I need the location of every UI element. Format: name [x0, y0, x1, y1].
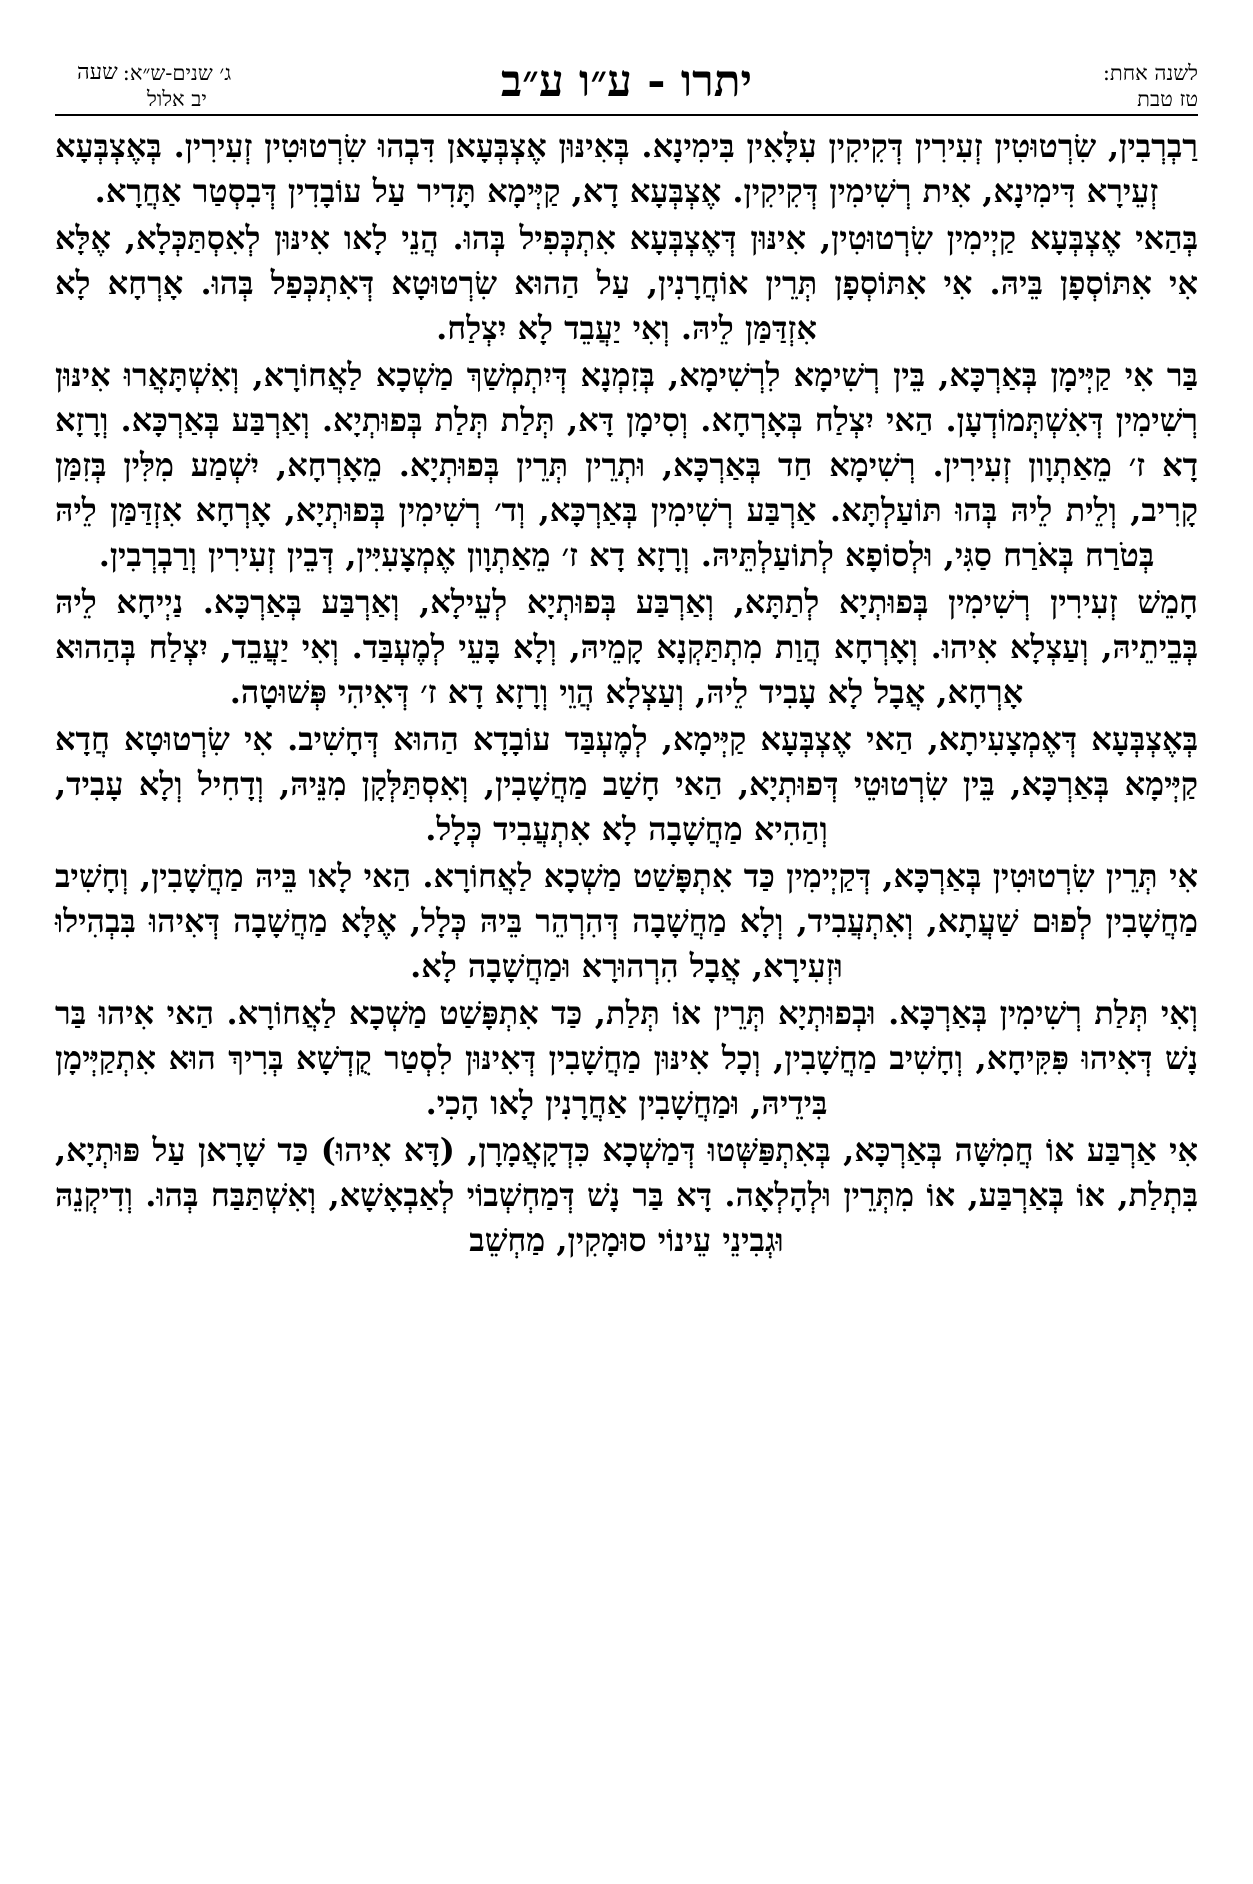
- one-year-label: לשנה אחת:: [1102, 61, 1198, 85]
- page-header: [55, 52, 1198, 112]
- three-year-col: [123, 60, 231, 112]
- one-year-date: טז טבת: [1137, 87, 1198, 111]
- paragraph: אִי תְּרֵין שִׂרְטוּטִין בְּאַרְכָּא, דְּקַיְימִין כַּד אִתְפָּשַׁט מַשְׁכָא לַאֲחוֹרָא. הַאי לָאו בֵּיהּ מַחֲשָׁבִין, וְחָשִׁיב מַחֲשָׁבִין לְפוּם שַׁעֲתָא, וְאִתְעֲבִיד, וְלָא מַחֲשָׁבָה דְּהִרְהֵר בֵּיהּ כְּלָל, אֶלָּא מַחֲשָׁבָה דְּאִיהוּ בִּבְהִילוּ וּזְעִירָא, אֲבָל הִרְהוּרָא וּמַחֲשָׁבָה לָא.: [55, 857, 1198, 985]
- page-title: יתרו - ע״ו ע״ב: [500, 56, 753, 107]
- header-divider: [55, 114, 1198, 116]
- paragraph: בַּר אִי קַיְּימָן בְּאַרְכָּא, בֵּין רְשִׁימָא לִרְשִׁימָא, בְּזִמְנָא דְּיִתְמְשַׁךְ מַשְׁכָא לַאֲחוֹרָא, וְאִשְׁתָּאֲרוּ אִינּוּן רְשִׁימִין דְּאִשְׁתְּמוֹדְעָן. הַאי יִצְלַח בְּאָרְחָא. וְסִימָן דָּא, תְּלַת תְּלַת בְּפוּתְיָא. וְאַרְבַּע בְּאַרְכָּא. וְרָזָא דָא ז׳ מֵאַתְוָון זְעִירִין. רְשִׁימָא חַד בְּאַרְכָּא, וּתְרֵין תְּרֵין בְּפוּתְיָא. מֵאָרְחָא, יִשְׁמַע מִלִּין בְּזִמַּן קָרִיב, וְלֵית לֵיהּ בְּהוּ תּוֹעַלְתָּא. אַרְבַּע רְשִׁימִין בְּאַרְכָּא, וְד׳ רְשִׁימִין בְּפוּתְיָא, אָרְחָא אִזְדַּמַּן לֵיהּ בְּטֹרַח בְּאֹרַח סַגִּי, וּלְסוֹפָא לְתוֹעַלְתֵּיהּ. וְרָזָא דָא ז׳ מֵאַתְוָון אֶמְצָעִיִּין, דְּבֵין זְעִירִין וְרַבְרְבִין.: [55, 356, 1198, 574]
- three-year-label: ג׳ שנים-ש״א:: [122, 61, 232, 85]
- text-body: [55, 124, 1198, 1263]
- three-year-date: יב אלול: [147, 87, 207, 111]
- hour-label: שעה: [77, 60, 118, 85]
- paragraph: חָמֵשׁ זְעִירִין רְשִׁימִין בְּפוּתְיָא לְתַתָּא, וְאַרְבַּע בְּפוּתְיָא לְעֵילָא, וְאַרְבַּע בְּאַרְכָּא. נַיְיחָא לֵיהּ בְּבֵיתֵיהּ, וְעַצְלָא אִיהוּ. וְאָרְחָא הֲוַת מִתְתַּקְנָא קָמֵיהּ, וְלָא בָּעֵי לְמֶעְבַּד. וְאִי יַעֲבֵד, יִצְלַח בְּהַהוּא אָרְחָא, אֲבָל לָא עָבִיד לֵיהּ, וְעַצְלָא הֲוֵי וְרָזָא דָא ז׳ דְּאִיהִי פְּשׁוּטָה.: [55, 583, 1199, 711]
- paragraph: בְּהַאי אֶצְבְּעָא קַיְימִין שִׂרְטוּטִין, אִינּוּן דְּאֶצְבְּעָא אִתְכְּפִיל בְּהוּ. הֲנֵי לָאו אִינּוּן לְאִסְתַּכְּלָא, אֶלָּא אִי אִתּוֹסְפָן בֵּיהּ. אִי אִתּוֹסְפָן תְּרֵין אוֹחֲרָנִין, עַל הַהוּא שִׂרְטוּטָא דְּאִתְכְּפַל בְּהוּ. אָרְחָא לָא אִזְדַּמַּן לֵיהּ. וְאִי יַעֲבֵד לָא יִצְלַח.: [55, 219, 1198, 347]
- three-year-schedule: [55, 60, 231, 112]
- paragraph: אִי אַרְבַּע אוֹ חֲמִשָּׁה בְּאַרְכָּא, בְּאִתְפַּשְּׁטוּ דְּמַשְׁכָא כִּדְקָאֲמָרָן, (דָּא אִיהוּ) כַּד שָׁרָאן עַל פּוּתְיָא, בִּתְלַת, אוֹ בְּאַרְבַּע, אוֹ מִתְּרֵין וּלְהָלְאָה. דָּא בַּר נָשׁ דְּמַחְשְׁבוֹי לְאַבְאָשָׁא, וְאִשְׁתַּבַּח בְּהוּ. וְדִיקְנֵהּ וּגְבִינֵי עֵינוֹי סוּמָקִין, מַחְשֵׁב: [55, 1131, 1199, 1259]
- paragraph: וְאִי תְּלַת רְשִׁימִין בְּאַרְכָּא. וּבְפוּתְיָא תְּרֵין אוֹ תְּלַת, כַּד אִתְפָּשַׁט מַשְׁכָא לַאֲחוֹרָא. הַאי אִיהוּ בַּר נָשׁ דְּאִיהוּ פִּקִּיחָא, וְחָשִׁיב מַחֲשָׁבִין, וְכָל אִינּוּן מַחֲשָׁבִין דְּאִינּוּן לִסְטַר קֻדְשָׁא בְּרִיךְ הוּא אִתְקַיְּימָן בִּידֵיהּ, וּמַחֲשָׁבִין אַחֲרָנִין לָאו הָכִי.: [55, 994, 1198, 1122]
- paragraph: בְּאֶצְבְּעָא דְּאֶמְצָעִיתָא, הַאי אֶצְבְּעָא קַיְּימָא, לְמֶעְבַּד עוֹבָדָא הַהוּא דְּחָשִׁיב. אִי שִׂרְטוּטָא חֲדָא קַיְּימָא בְּאַרְכָּא, בֵּין שִׂרְטוּטֵי דְּפוּתְיָא, הַאי חָשַׁב מַחֲשָׁבִין, וְאִסְתַּלְּקָן מִנֵּיהּ, וְדָחִיל וְלָא עָבִיד, וְהַהִיא מַחֲשָׁבָה לָא אִתְעֲבִיד כְּלָל.: [55, 720, 1199, 848]
- paragraph: רַבְרְבִין, שִׂרְטוּטִין זְעִירִין דְּקִיקִין עִלָּאִין בִּימִינָא. בְּאִינּוּן אֶצְבְּעָאן דִּבְהוּ שִׂרְטוּטִין זְעִירִין. בְּאֶצְבְּעָא זְעֵירָא דִּימִינָא, אִית רְשִׁימִין דְּקִיקִין. אֶצְבְּעָא דָא, קַיְּימָא תָּדִיר עַל עוֹבָדִין דְּבִסְטַר אַחֲרָא.: [55, 127, 1198, 210]
